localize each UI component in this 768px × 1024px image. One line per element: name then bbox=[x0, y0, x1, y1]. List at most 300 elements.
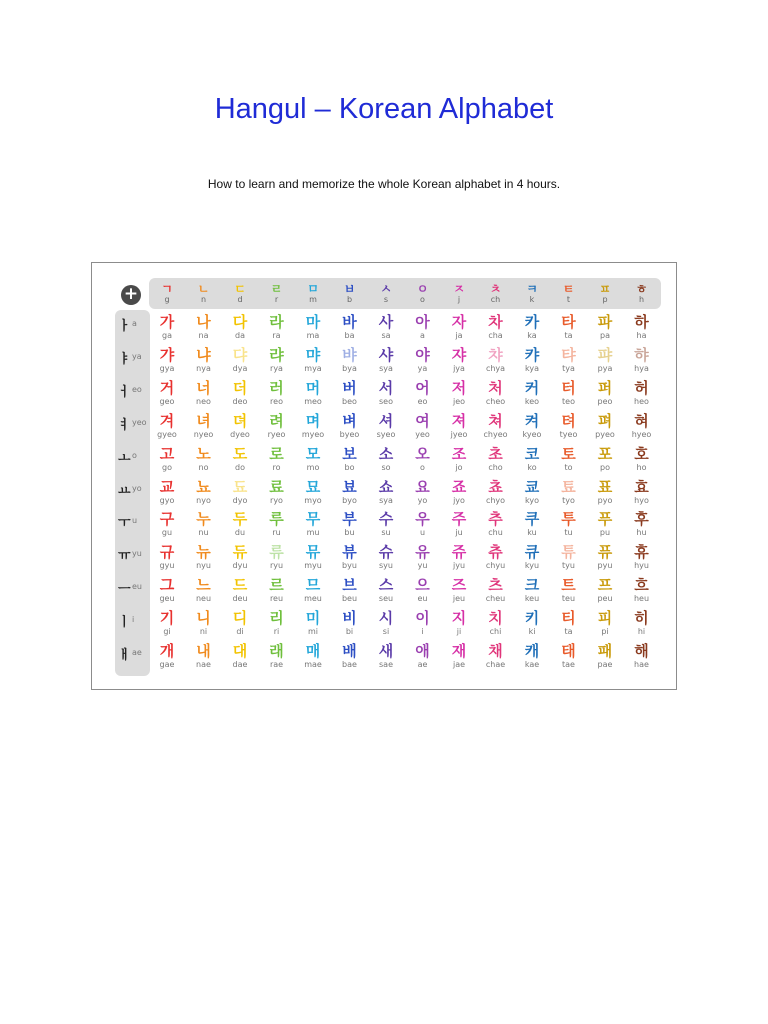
syllable-roman: kae bbox=[524, 660, 540, 669]
consonant-roman: g bbox=[164, 295, 170, 304]
syllable-cell bbox=[514, 310, 550, 342]
syllable-cell bbox=[551, 409, 587, 441]
syllable-cell bbox=[551, 639, 587, 671]
syllable-roman: dyu bbox=[232, 561, 248, 571]
syllable-roman: go bbox=[162, 462, 172, 472]
syllable-roman: mi bbox=[307, 627, 318, 637]
syllable-glyph: 비 bbox=[342, 609, 357, 628]
syllable-roman: o bbox=[420, 462, 425, 472]
syllable-glyph: 너 bbox=[196, 378, 211, 397]
syllable-glyph: 배 bbox=[342, 642, 357, 660]
syllable-glyph: 하 bbox=[634, 313, 649, 331]
syllable-glyph: 큐 bbox=[524, 543, 540, 562]
syllable-cell bbox=[587, 475, 623, 507]
syllable-roman: ho bbox=[636, 462, 647, 472]
syllable-cell bbox=[186, 540, 222, 572]
vowel-row-label-o bbox=[115, 442, 150, 474]
syllable-glyph: 료 bbox=[269, 477, 284, 496]
syllable-cell bbox=[478, 606, 514, 638]
syllable-glyph: 내 bbox=[196, 642, 211, 660]
syllable-glyph: 져 bbox=[451, 411, 467, 430]
syllable-roman: mo bbox=[306, 462, 320, 472]
syllable-roman: ji bbox=[456, 627, 462, 637]
consonant-glyph: ㅂ bbox=[343, 282, 356, 296]
syllable-glyph: 애 bbox=[415, 642, 430, 660]
syllable-roman: ro bbox=[272, 462, 281, 472]
syllable-glyph: 태 bbox=[561, 642, 576, 660]
syllable-glyph: 그 bbox=[159, 576, 175, 595]
syllable-glyph: 교 bbox=[159, 477, 175, 496]
syllable-cell bbox=[514, 409, 550, 441]
syllable-cell bbox=[551, 507, 587, 539]
syllable-roman: ma bbox=[306, 331, 320, 340]
consonant-header-b bbox=[332, 283, 368, 305]
vowel-roman: a bbox=[132, 319, 137, 328]
syllable-roman: nya bbox=[196, 363, 211, 373]
syllable-glyph: 트 bbox=[561, 576, 576, 595]
syllable-glyph: 뮤 bbox=[305, 543, 321, 562]
syllable-roman: bi bbox=[345, 627, 354, 637]
syllable-roman: ryo bbox=[270, 495, 283, 505]
syllable-cell bbox=[259, 475, 295, 507]
consonant-glyph: ㅅ bbox=[380, 282, 392, 296]
syllable-cell bbox=[551, 475, 587, 507]
syllable-cell bbox=[259, 409, 295, 441]
syllable-cell bbox=[259, 310, 295, 342]
syllable-glyph: 우 bbox=[415, 510, 430, 529]
syllable-glyph: 터 bbox=[561, 378, 576, 397]
syllable-roman: no bbox=[198, 462, 209, 472]
syllable-glyph: 녀 bbox=[196, 411, 211, 430]
syllable-glyph: 미 bbox=[305, 609, 321, 628]
syllable-glyph: 저 bbox=[451, 378, 467, 397]
syllable-cell bbox=[478, 475, 514, 507]
syllable-cell bbox=[551, 343, 587, 375]
syllable-cell bbox=[624, 573, 660, 605]
syllable-glyph: 챠 bbox=[488, 345, 503, 364]
syllable-glyph: 매 bbox=[305, 642, 321, 660]
syllable-roman: tae bbox=[562, 660, 575, 669]
consonant-glyph: ㅍ bbox=[599, 282, 611, 296]
syllable-glyph: 러 bbox=[269, 378, 284, 397]
syllable-glyph: 차 bbox=[488, 313, 503, 331]
syllable-glyph: 루 bbox=[269, 510, 284, 529]
syllable-roman: nyeo bbox=[193, 429, 214, 439]
syllable-cell bbox=[441, 507, 477, 539]
syllable-cell bbox=[405, 343, 441, 375]
syllable-glyph: 크 bbox=[524, 576, 540, 595]
syllable-cell bbox=[368, 343, 404, 375]
vowel-roman: yu bbox=[132, 549, 142, 559]
syllable-roman: da bbox=[235, 331, 245, 340]
syllable-glyph: 치 bbox=[488, 609, 503, 628]
syllable-cell bbox=[587, 573, 623, 605]
syllable-glyph: 라 bbox=[269, 313, 284, 331]
syllable-roman: tyu bbox=[562, 561, 575, 571]
syllable-glyph: 새 bbox=[378, 642, 394, 660]
syllable-roman: ryu bbox=[269, 561, 284, 571]
syllable-cell bbox=[332, 409, 368, 441]
syllable-glyph: 캬 bbox=[524, 345, 540, 364]
syllable-cell bbox=[587, 442, 623, 474]
syllable-roman: beo bbox=[342, 396, 357, 406]
syllable-glyph: 퍼 bbox=[597, 378, 613, 397]
consonant-header-k bbox=[514, 283, 550, 305]
syllable-roman: geo bbox=[159, 396, 175, 406]
syllable-roman: chyu bbox=[485, 561, 506, 571]
syllable-cell bbox=[405, 606, 441, 638]
syllable-roman: nu bbox=[198, 528, 209, 538]
syllable-glyph: 푸 bbox=[597, 510, 613, 529]
syllable-glyph: 토 bbox=[561, 444, 576, 463]
syllable-cell bbox=[478, 376, 514, 408]
syllable-roman: beu bbox=[341, 594, 358, 604]
syllable-cell bbox=[368, 442, 404, 474]
vowel-row-label-ya bbox=[115, 343, 150, 375]
syllable-cell bbox=[514, 475, 550, 507]
syllable-glyph: 디 bbox=[232, 609, 248, 628]
syllable-cell bbox=[441, 540, 477, 572]
consonant-header-h bbox=[624, 283, 660, 305]
syllable-cell bbox=[514, 540, 550, 572]
syllable-glyph: 누 bbox=[196, 510, 211, 529]
syllable-glyph: 츄 bbox=[488, 543, 503, 562]
syllable-cell bbox=[441, 573, 477, 605]
syllable-cell bbox=[405, 540, 441, 572]
syllable-glyph: 셔 bbox=[378, 411, 394, 430]
syllable-glyph: 추 bbox=[488, 510, 503, 529]
syllable-glyph: 나 bbox=[196, 313, 211, 331]
syllable-roman: jeu bbox=[452, 594, 466, 604]
consonant-header-j bbox=[441, 283, 477, 305]
syllable-cell bbox=[295, 540, 331, 572]
syllable-cell bbox=[624, 442, 660, 474]
syllable-roman: pya bbox=[597, 363, 613, 373]
syllable-cell bbox=[514, 343, 550, 375]
consonant-header-r bbox=[259, 283, 295, 305]
syllable-roman: myeo bbox=[301, 429, 325, 439]
syllable-glyph: 프 bbox=[597, 576, 613, 595]
syllable-roman: kyo bbox=[525, 495, 539, 505]
consonant-roman: s bbox=[383, 295, 389, 304]
syllable-roman: syeo bbox=[376, 429, 396, 439]
syllable-roman: ae bbox=[417, 660, 428, 669]
syllable-cell bbox=[368, 376, 404, 408]
syllable-glyph: 류 bbox=[269, 543, 284, 562]
vowel-row-label-yo bbox=[115, 475, 150, 507]
syllable-cell bbox=[551, 310, 587, 342]
syllable-glyph: 노 bbox=[196, 444, 211, 463]
syllable-roman: hi bbox=[637, 627, 646, 637]
syllable-roman: neu bbox=[195, 594, 212, 604]
consonant-roman: k bbox=[529, 295, 535, 304]
syllable-glyph: 코 bbox=[524, 444, 540, 463]
syllable-glyph: 툐 bbox=[561, 477, 576, 496]
syllable-roman: tya bbox=[562, 363, 575, 373]
syllable-roman: ri bbox=[273, 627, 280, 637]
syllable-cell bbox=[186, 475, 222, 507]
consonant-header-d bbox=[222, 283, 258, 305]
syllable-cell bbox=[624, 606, 660, 638]
syllable-roman: ko bbox=[527, 462, 537, 472]
vowel-row-label-a bbox=[115, 310, 150, 342]
syllable-roman: su bbox=[381, 528, 391, 538]
syllable-cell bbox=[587, 606, 623, 638]
consonant-header-n bbox=[186, 283, 222, 305]
consonant-roman: b bbox=[346, 295, 353, 304]
consonant-roman: j bbox=[457, 295, 461, 304]
syllable-glyph: 야 bbox=[415, 345, 430, 364]
syllable-glyph: 요 bbox=[415, 477, 430, 496]
syllable-cell bbox=[332, 606, 368, 638]
syllable-glyph: 허 bbox=[634, 378, 649, 397]
syllable-glyph: 쿠 bbox=[524, 510, 540, 529]
syllable-roman: jyeo bbox=[450, 429, 468, 439]
syllable-glyph: 스 bbox=[378, 576, 394, 595]
consonant-glyph: ㅎ bbox=[635, 282, 648, 296]
syllable-glyph: 묘 bbox=[305, 477, 321, 496]
syllable-cell bbox=[551, 442, 587, 474]
syllable-cell bbox=[624, 343, 660, 375]
syllable-glyph: 뉴 bbox=[196, 543, 211, 562]
syllable-cell bbox=[478, 540, 514, 572]
syllable-cell bbox=[222, 540, 258, 572]
consonant-header-o bbox=[405, 283, 441, 305]
syllable-cell bbox=[551, 540, 587, 572]
syllable-roman: rae bbox=[269, 660, 284, 669]
syllable-roman: cheo bbox=[485, 396, 506, 406]
syllable-glyph: 표 bbox=[597, 477, 613, 496]
syllable-cell bbox=[587, 639, 623, 671]
consonant-roman: p bbox=[602, 295, 608, 304]
consonant-glyph: ㅁ bbox=[307, 282, 319, 296]
syllable-cell bbox=[295, 507, 331, 539]
syllable-cell bbox=[551, 376, 587, 408]
syllable-cell bbox=[259, 606, 295, 638]
syllable-glyph: 사 bbox=[378, 313, 394, 331]
syllable-glyph: 구 bbox=[159, 510, 175, 529]
syllable-glyph: 햐 bbox=[634, 345, 649, 364]
syllable-roman: yeo bbox=[415, 429, 430, 439]
vowel-row-label-yu bbox=[115, 540, 150, 572]
syllable-roman: ra bbox=[272, 331, 281, 340]
syllable-roman: pi bbox=[601, 627, 609, 637]
syllable-glyph: 재 bbox=[451, 642, 467, 660]
syllable-roman: jyu bbox=[452, 561, 466, 571]
syllable-cell bbox=[149, 540, 185, 572]
syllable-glyph: 호 bbox=[634, 444, 649, 463]
syllable-cell bbox=[405, 442, 441, 474]
syllable-roman: hyo bbox=[634, 495, 649, 505]
syllable-glyph: 티 bbox=[561, 609, 576, 628]
syllable-glyph: 처 bbox=[488, 378, 503, 397]
syllable-roman: myo bbox=[304, 495, 322, 505]
syllable-roman: deu bbox=[232, 594, 248, 604]
page-subtitle: How to learn and memorize the whole Korean alphabet in 4 hours. bbox=[207, 177, 561, 191]
syllable-cell bbox=[186, 573, 222, 605]
syllable-cell bbox=[222, 310, 258, 342]
consonant-glyph: ㄷ bbox=[234, 282, 246, 296]
syllable-roman: myu bbox=[304, 561, 322, 571]
consonant-roman: n bbox=[200, 295, 207, 304]
syllable-cell bbox=[259, 343, 295, 375]
syllable-cell bbox=[514, 606, 550, 638]
syllable-cell bbox=[332, 442, 368, 474]
syllable-glyph: 두 bbox=[232, 510, 248, 529]
syllable-glyph: 흐 bbox=[634, 576, 649, 595]
syllable-glyph: 뵤 bbox=[342, 477, 357, 496]
syllable-glyph: 채 bbox=[488, 642, 503, 660]
syllable-roman: dae bbox=[232, 660, 248, 669]
syllable-glyph: 댜 bbox=[232, 345, 248, 364]
syllable-cell bbox=[368, 507, 404, 539]
syllable-cell bbox=[405, 310, 441, 342]
syllable-roman: bae bbox=[342, 660, 357, 669]
syllable-roman: teo bbox=[562, 396, 575, 406]
syllable-glyph: 버 bbox=[342, 378, 357, 397]
syllable-cell bbox=[149, 343, 185, 375]
syllable-roman: mae bbox=[304, 660, 322, 669]
hangul-chart bbox=[91, 262, 677, 690]
vowel-glyph: ㅕ bbox=[118, 417, 131, 433]
syllable-cell bbox=[222, 606, 258, 638]
consonant-roman: t bbox=[566, 295, 571, 304]
syllable-roman: ga bbox=[162, 331, 172, 340]
syllable-glyph: 듀 bbox=[232, 543, 248, 562]
consonant-roman: h bbox=[638, 295, 645, 304]
syllable-cell bbox=[259, 639, 295, 671]
vowel-glyph: ㅗ bbox=[118, 450, 131, 466]
consonant-glyph: ㄱ bbox=[161, 282, 173, 296]
syllable-glyph: 죠 bbox=[451, 477, 467, 496]
consonant-header-ch bbox=[478, 283, 514, 305]
vowel-glyph: ㅐ bbox=[118, 648, 131, 663]
syllable-roman: seu bbox=[378, 594, 394, 604]
syllable-roman: neo bbox=[196, 396, 211, 406]
syllable-glyph: 바 bbox=[342, 313, 357, 331]
syllable-roman: cheu bbox=[485, 594, 506, 604]
syllable-glyph: 초 bbox=[488, 444, 503, 463]
syllable-cell bbox=[295, 475, 331, 507]
syllable-cell bbox=[514, 573, 550, 605]
syllable-cell bbox=[405, 409, 441, 441]
syllable-cell bbox=[441, 442, 477, 474]
syllable-glyph: 뎌 bbox=[232, 411, 248, 430]
vowel-roman: ae bbox=[132, 648, 142, 657]
consonant-roman: r bbox=[274, 295, 279, 304]
syllable-glyph: 츠 bbox=[488, 576, 503, 595]
syllable-cell bbox=[295, 639, 331, 671]
syllable-glyph: 패 bbox=[597, 642, 613, 660]
syllable-cell bbox=[587, 310, 623, 342]
syllable-glyph: 효 bbox=[634, 477, 649, 496]
syllable-roman: sae bbox=[379, 660, 393, 669]
syllable-roman: ru bbox=[272, 528, 281, 538]
syllable-cell bbox=[295, 573, 331, 605]
consonant-glyph: ㅋ bbox=[526, 282, 538, 296]
syllable-glyph: 피 bbox=[597, 609, 613, 628]
syllable-cell bbox=[551, 573, 587, 605]
syllable-glyph: 튜 bbox=[561, 543, 576, 562]
syllable-cell bbox=[514, 639, 550, 671]
syllable-glyph: 마 bbox=[305, 313, 321, 331]
syllable-glyph: 려 bbox=[269, 411, 284, 430]
syllable-roman: byeo bbox=[339, 429, 360, 439]
vowel-roman: i bbox=[132, 615, 135, 625]
syllable-cell bbox=[259, 442, 295, 474]
syllable-glyph: 겨 bbox=[159, 411, 175, 430]
syllable-roman: chya bbox=[485, 363, 506, 373]
syllable-glyph: 도 bbox=[232, 444, 248, 463]
syllable-glyph: 랴 bbox=[269, 345, 284, 364]
syllable-roman: ta bbox=[564, 331, 573, 340]
syllable-cell bbox=[332, 507, 368, 539]
syllable-cell bbox=[295, 442, 331, 474]
syllable-cell bbox=[478, 442, 514, 474]
syllable-roman: na bbox=[198, 331, 209, 340]
syllable-cell bbox=[186, 639, 222, 671]
syllable-glyph: 르 bbox=[269, 576, 284, 595]
syllable-cell bbox=[368, 573, 404, 605]
syllable-roman: pyeo bbox=[595, 429, 615, 439]
syllable-roman: u bbox=[419, 528, 426, 538]
syllable-roman: hae bbox=[634, 660, 649, 669]
syllable-roman: du bbox=[234, 528, 246, 538]
syllable-roman: ni bbox=[199, 627, 208, 637]
syllable-roman: ja bbox=[455, 331, 463, 340]
syllable-glyph: 커 bbox=[524, 378, 540, 397]
vowel-glyph: ㅏ bbox=[118, 319, 131, 334]
consonant-header-s bbox=[368, 283, 404, 305]
syllable-cell bbox=[405, 639, 441, 671]
syllable-roman: yu bbox=[417, 561, 428, 571]
vowel-roman: ya bbox=[132, 351, 142, 361]
syllable-glyph: 포 bbox=[597, 444, 613, 463]
syllable-roman: kya bbox=[525, 363, 539, 373]
consonant-glyph: ㅈ bbox=[453, 282, 465, 296]
syllable-cell bbox=[368, 606, 404, 638]
syllable-cell bbox=[624, 376, 660, 408]
syllable-glyph: 벼 bbox=[342, 411, 357, 430]
syllable-glyph: 유 bbox=[415, 543, 430, 562]
syllable-cell bbox=[186, 343, 222, 375]
vowel-glyph: ㅣ bbox=[118, 615, 131, 631]
syllable-glyph: 쵸 bbox=[488, 477, 503, 496]
syllable-cell bbox=[405, 507, 441, 539]
syllable-roman: dyeo bbox=[230, 429, 250, 439]
syllable-glyph: 규 bbox=[159, 543, 175, 562]
syllable-roman: sya bbox=[379, 495, 393, 505]
syllable-cell bbox=[368, 639, 404, 671]
syllable-roman: chae bbox=[485, 660, 506, 669]
syllable-glyph: 슈 bbox=[378, 543, 394, 562]
syllable-cell bbox=[259, 507, 295, 539]
syllable-glyph: 래 bbox=[269, 642, 284, 660]
syllable-glyph: 부 bbox=[342, 510, 357, 529]
syllable-roman: jeo bbox=[452, 396, 466, 406]
syllable-roman: jyo bbox=[453, 495, 465, 505]
syllable-glyph: 퓨 bbox=[597, 543, 613, 562]
syllable-cell bbox=[186, 376, 222, 408]
syllable-cell bbox=[441, 475, 477, 507]
syllable-cell bbox=[149, 376, 185, 408]
syllable-roman: gya bbox=[159, 363, 175, 373]
syllable-roman: byo bbox=[342, 495, 357, 505]
consonant-header-t bbox=[551, 283, 587, 305]
consonant-glyph: ㅊ bbox=[489, 282, 502, 296]
syllable-glyph: 며 bbox=[305, 411, 321, 430]
syllable-roman: cha bbox=[488, 331, 503, 340]
